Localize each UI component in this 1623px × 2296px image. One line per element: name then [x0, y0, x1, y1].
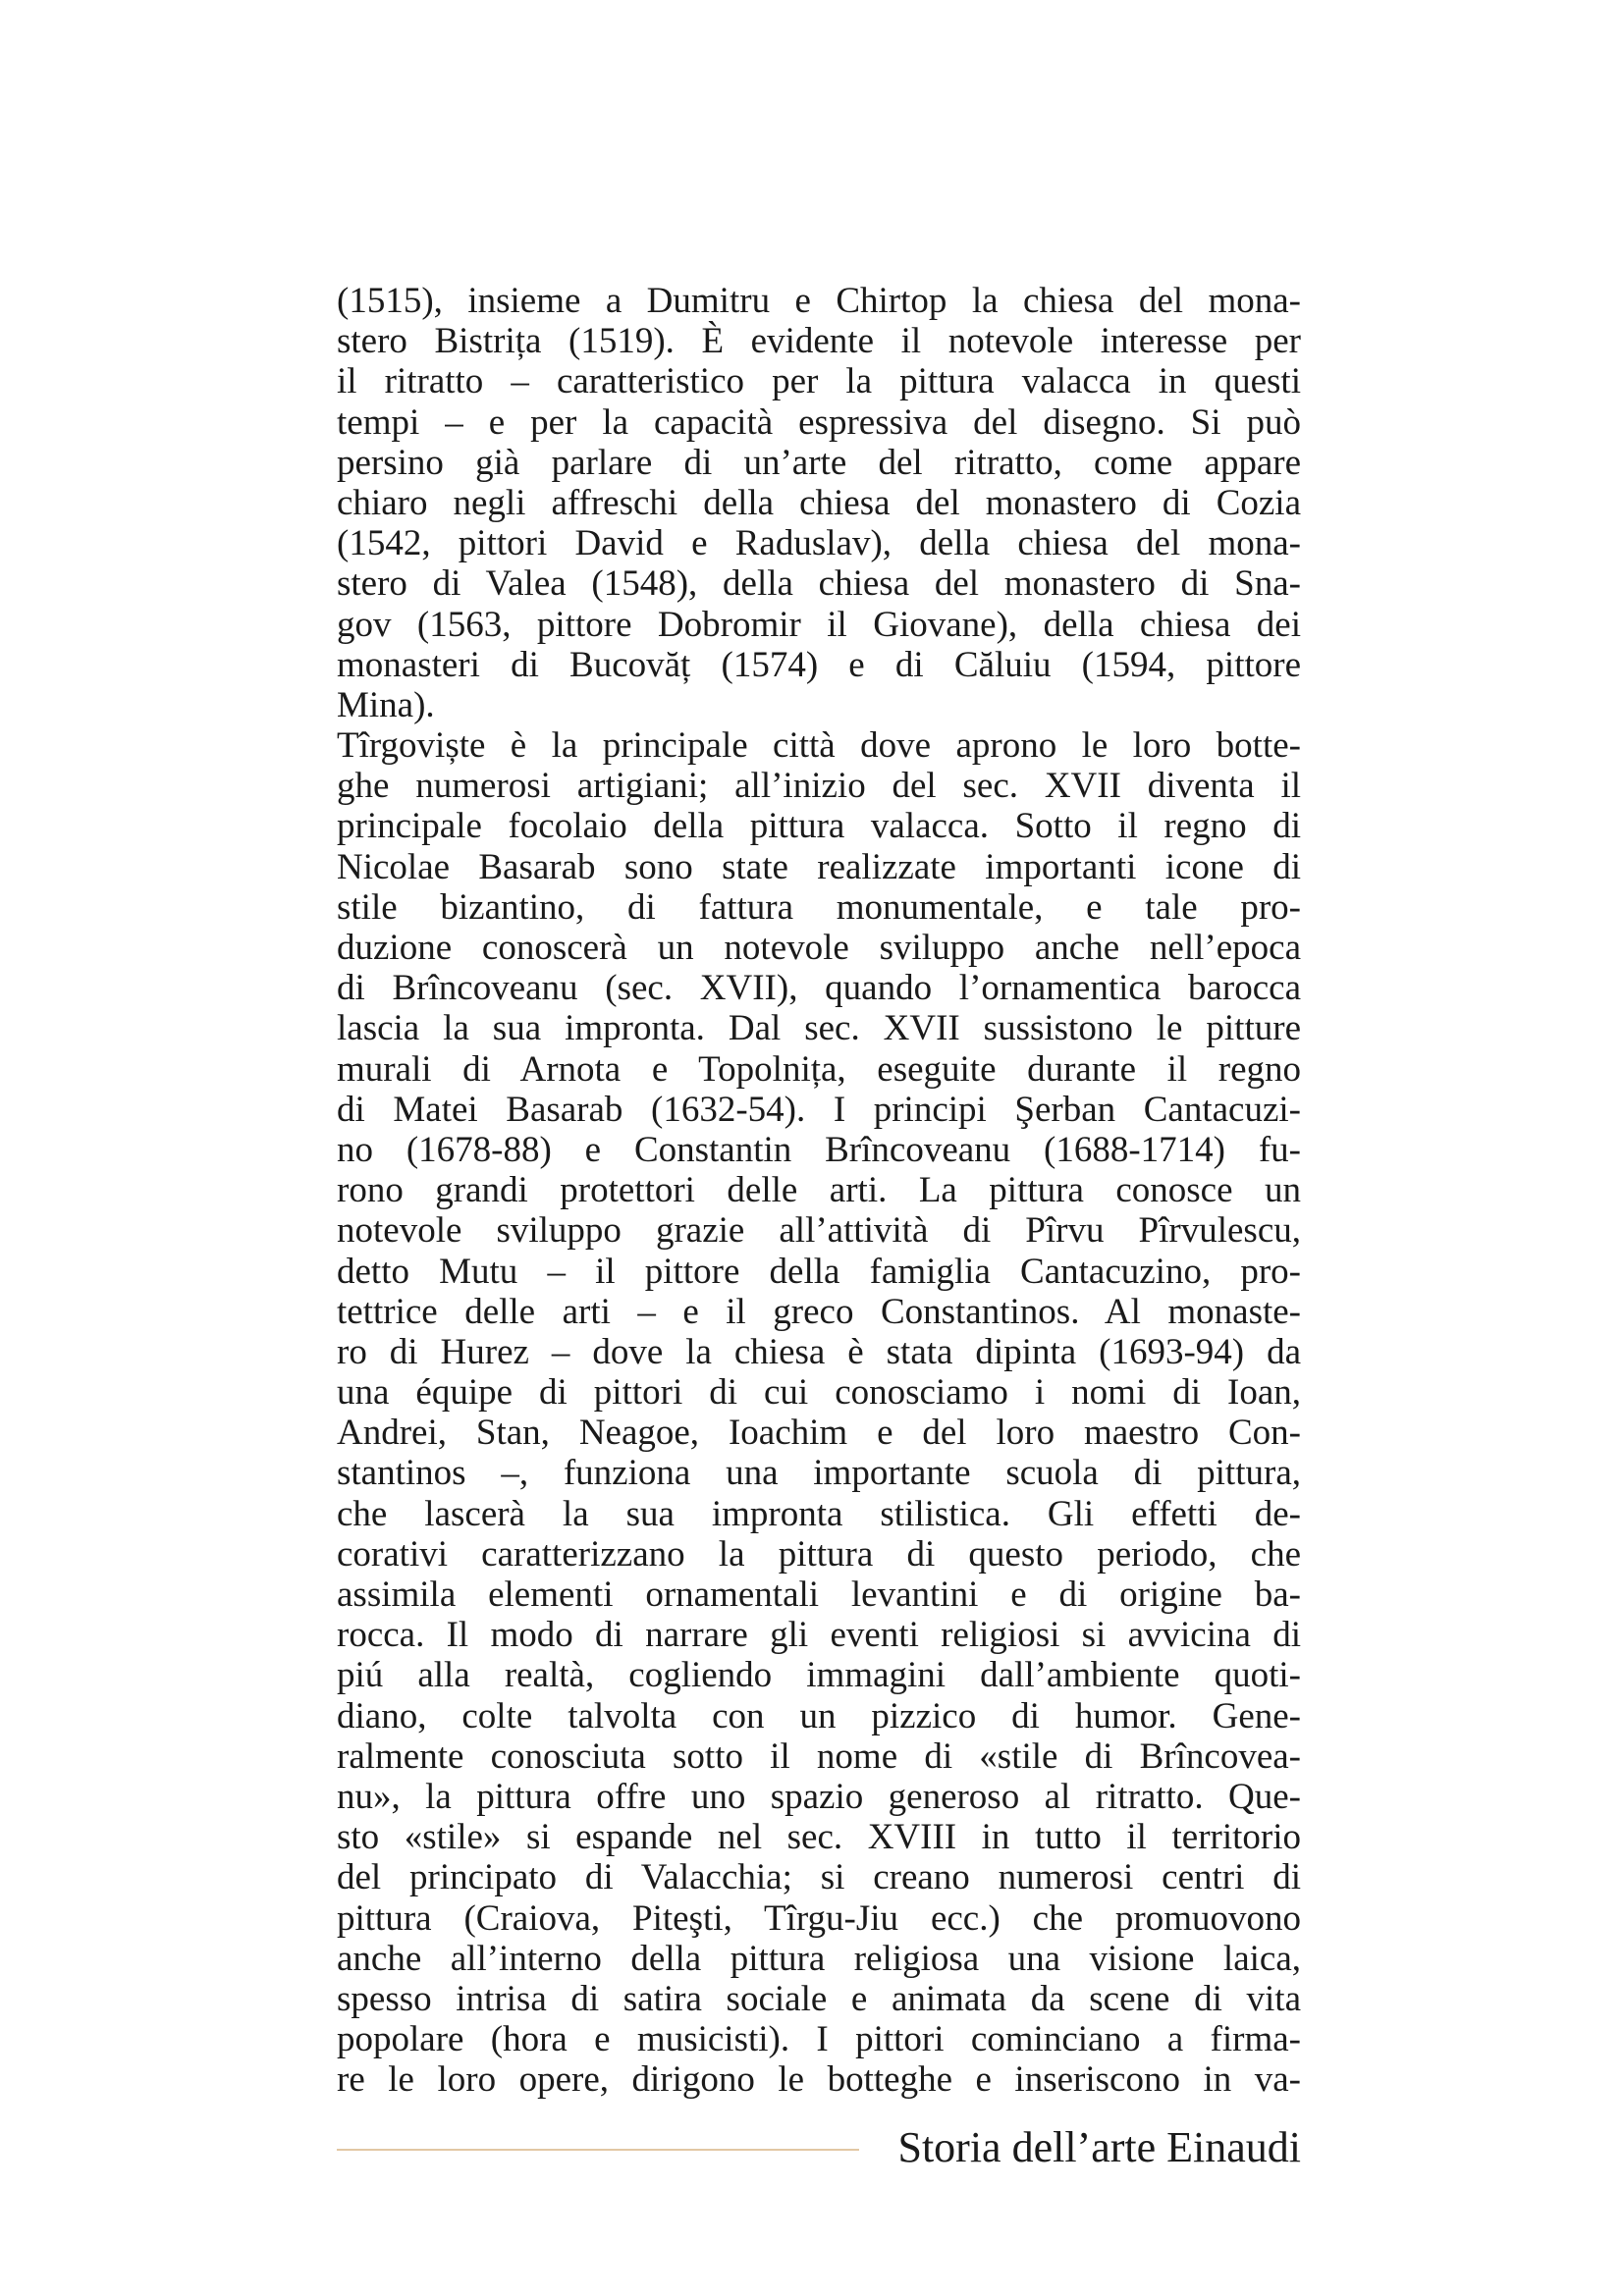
text-line: nu», la pittura offre uno spazio generoso al ritratto. Que-	[337, 1776, 1301, 1817]
text-line: anche all’interno della pittura religiosa una visione laica,	[337, 1938, 1301, 1979]
text-line: diano, colte talvolta con un pizzico di humor. Gene-	[337, 1695, 1301, 1736]
text-line: piú alla realtà, cogliendo immagini dall’ambiente quoti-	[337, 1655, 1301, 1696]
body-text	[337, 281, 1301, 2100]
text-line: notevole sviluppo grazie all’attività di Pîrvu Pîrvulescu,	[337, 1210, 1301, 1252]
text-line: spesso intrisa di satira sociale e animata da scene di vita	[337, 1978, 1301, 2019]
text-line: tempi – e per la capacità espressiva del disegno. Si può	[337, 401, 1301, 443]
text-line: ro di Hurez – dove la chiesa è stata dipinta (1693-94) da	[337, 1331, 1301, 1372]
text-line: duzione conoscerà un notevole sviluppo anche nell’epoca	[337, 928, 1301, 968]
text-line: murali di Arnota e Topolnița, eseguite durante il regno	[337, 1048, 1301, 1090]
text-line: principale focolaio della pittura valacca. Sotto il regno di	[337, 806, 1301, 847]
text-line: popolare (hora e musicisti). I pittori cominciano a firma-	[337, 2019, 1301, 2060]
footer-divider	[337, 2149, 859, 2151]
text-line: detto Mutu – il pittore della famiglia Cantacuzino, pro-	[337, 1251, 1301, 1292]
text-line: ghe numerosi artigiani; all’inizio del sec. XVII diventa il	[337, 766, 1301, 807]
text-line: di Matei Basarab (1632-54). I principi Şerban Cantacuzi-	[337, 1089, 1301, 1130]
text-line: stantinos –, funziona una importante scuola di pittura,	[337, 1453, 1301, 1494]
text-line: re le loro opere, dirigono le botteghe e inseriscono in va-	[337, 2059, 1301, 2101]
text-line: monasteri di Bucovăț (1574) e di Căluiu (1594, pittore	[337, 644, 1301, 685]
text-line: (1515), insieme a Dumitru e Chirtop la chiesa del mona-	[337, 281, 1301, 321]
text-line: Mina).	[337, 684, 435, 725]
footer-title: Storia dell’arte Einaudi	[897, 2123, 1301, 2171]
text-line: rocca. Il modo di narrare gli eventi religiosi si avvicina di	[337, 1615, 1301, 1656]
text-line: rono grandi protettori delle arti. La pittura conosce un	[337, 1170, 1301, 1211]
text-line: che lascerà la sua impronta stilistica. Gli effetti de-	[337, 1493, 1301, 1534]
text-line: assimila elementi ornamentali levantini e di origine ba-	[337, 1575, 1301, 1615]
text-line: una équipe di pittori di cui conosciamo i nomi di Ioan,	[337, 1372, 1301, 1414]
text-line: Tîrgoviște è la principale città dove aprono le loro botte-	[337, 725, 1301, 767]
text-line: il ritratto – caratteristico per la pittura valacca in questi	[337, 361, 1301, 402]
text-line: gov (1563, pittore Dobromir il Giovane), della chiesa dei	[337, 604, 1301, 645]
text-line: pittura (Craiova, Piteşti, Tîrgu-Jiu ecc.) che promuovono	[337, 1897, 1301, 1939]
text-line: stero Bistrița (1519). È evidente il notevole interesse per	[337, 321, 1301, 362]
text-line: persino già parlare di un’arte del ritratto, come appare	[337, 442, 1301, 483]
text-line: Andrei, Stan, Neagoe, Ioachim e del loro maestro Con-	[337, 1413, 1301, 1454]
text-line: no (1678-88) e Constantin Brîncoveanu (1688-1714) fu-	[337, 1129, 1301, 1170]
text-line: stero di Valea (1548), della chiesa del monastero di Sna-	[337, 563, 1301, 605]
text-line: lascia la sua impronta. Dal sec. XVII sussistono le pitture	[337, 1008, 1301, 1049]
text-line: Nicolae Basarab sono state realizzate importanti icone di	[337, 846, 1301, 887]
text-line: del principato di Valacchia; si creano numerosi centri di	[337, 1857, 1301, 1898]
text-line: di Brîncoveanu (sec. XVII), quando l’ornamentica barocca	[337, 968, 1301, 1009]
text-line: corativi caratterizzano la pittura di questo periodo, che	[337, 1533, 1301, 1575]
text-line: (1542, pittori David e Raduslav), della chiesa del mona-	[337, 523, 1301, 564]
text-line: sto «stile» si espande nel sec. XVIII in tutto il territorio	[337, 1817, 1301, 1858]
text-line: chiaro negli affreschi della chiesa del monastero di Cozia	[337, 482, 1301, 523]
text-line: stile bizantino, di fattura monumentale, e tale pro-	[337, 886, 1301, 928]
text-line: tettrice delle arti – e il greco Constantinos. Al monaste-	[337, 1291, 1301, 1332]
text-line: ralmente conosciuta sotto il nome di «stile di Brîncovea-	[337, 1735, 1301, 1777]
